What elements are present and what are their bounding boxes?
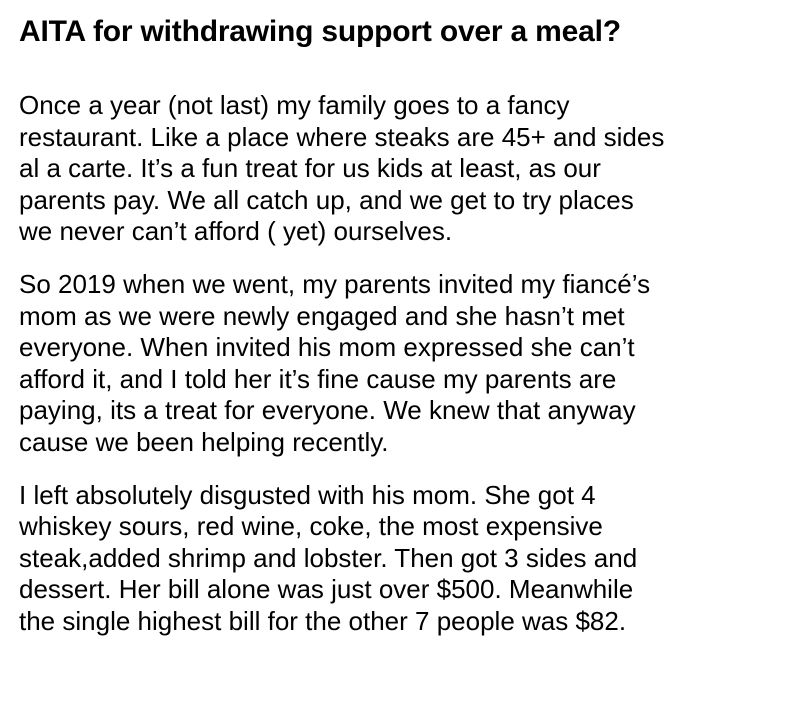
post-paragraph — [19, 90, 786, 248]
post-paragraph — [19, 480, 786, 638]
text-line: afford it, and I told her it’s fine cause my parents are — [19, 363, 617, 394]
text-line: the single highest bill for the other 7 people was $82. — [19, 605, 627, 636]
text-line: steak,added shrimp and lobster. Then got 3 sides and — [19, 542, 638, 573]
post-body — [19, 90, 786, 638]
text-line: whiskey sours, red wine, coke, the most expensive — [19, 511, 603, 542]
text-line: everyone. When invited his mom expressed she can’t — [19, 332, 635, 363]
text-line: mom as we were newly engaged and she hasn’t met — [19, 300, 625, 331]
text-line: I left absolutely disgusted with his mom. She got 4 — [19, 479, 596, 510]
text-line: So 2019 when we went, my parents invited my fiancé’s — [19, 268, 651, 299]
post-title: AITA for withdrawing support over a meal? — [19, 15, 621, 48]
text-line: we never can’t afford ( yet) ourselves. — [19, 216, 453, 247]
text-line: al a carte. It’s a fun treat for us kids at least, as our — [19, 153, 601, 184]
text-line: dessert. Her bill alone was just over $500. Meanwhile — [19, 574, 634, 605]
text-line: parents pay. We all catch up, and we get to try places — [19, 184, 634, 215]
text-line: cause we been helping recently. — [19, 426, 389, 457]
text-line: paying, its a treat for everyone. We knew that anyway — [19, 395, 636, 426]
text-line: Once a year (not last) my family goes to a fancy — [19, 90, 570, 120]
text-line: restaurant. Like a place where steaks are 45+ and sides — [19, 121, 665, 152]
post-paragraph — [19, 269, 786, 459]
